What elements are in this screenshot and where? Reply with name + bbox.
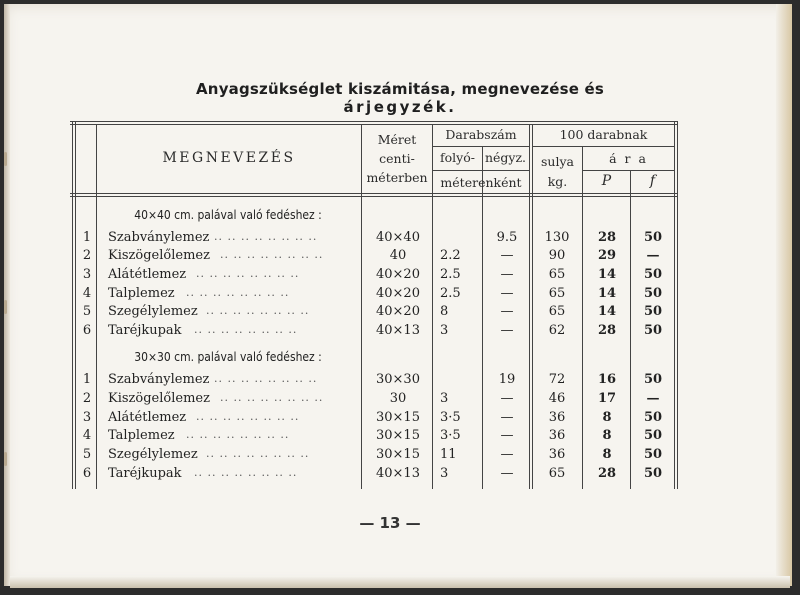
section-heading-30x30: 30⨯30 cm. palával való fedéshez :: [134, 350, 322, 364]
row-name: Taréjkupak: [108, 323, 182, 338]
row-sulya: 65: [548, 267, 566, 282]
row-price-f: 50: [643, 447, 663, 462]
row-folyo: 2.2: [440, 248, 461, 263]
section-heading-40x40: 40⨯40 cm. palával való fedéshez :: [134, 208, 322, 222]
row-price-f: 50: [643, 230, 663, 245]
table-row: [0, 466, 800, 484]
row-meret: 40⨯20: [376, 304, 420, 319]
row-number: 6: [82, 466, 92, 481]
table-row: [0, 286, 800, 304]
header-100-darabnak: 100 darabnak: [559, 127, 648, 142]
row-number: 5: [82, 304, 92, 319]
row-sulya: 65: [548, 466, 566, 481]
row-sulya: 65: [548, 286, 566, 301]
row-folyo: 2.5: [440, 286, 461, 301]
row-folyo: 3·5: [440, 428, 461, 443]
row-meret: 40⨯40: [376, 230, 420, 245]
row-number: 5: [82, 447, 92, 462]
header-meret-line3: méterben: [366, 170, 428, 185]
row-meret: 30⨯15: [376, 410, 420, 425]
row-folyo: 3·5: [440, 410, 461, 425]
row-meret: 30⨯30: [376, 372, 420, 387]
leader-dots: .. .. .. .. .. .. .. ..: [196, 410, 300, 423]
row-number: 2: [82, 391, 92, 406]
row-sulya: 72: [548, 372, 566, 387]
row-meret: 30⨯15: [376, 447, 420, 462]
row-name: Taréjkupak: [108, 466, 182, 481]
leader-dots: .. .. .. .. .. .. .. ..: [206, 447, 310, 460]
row-price-f: 50: [643, 410, 663, 425]
row-negyz: —: [500, 410, 514, 425]
row-name: Talplemez: [108, 286, 175, 301]
row-negyz: —: [500, 286, 514, 301]
table-row: [0, 372, 800, 390]
row-number: 2: [82, 248, 92, 263]
header-meterenkent: méterenként: [440, 175, 522, 190]
row-sulya: 65: [548, 304, 566, 319]
row-price-P: 14: [597, 267, 617, 282]
row-meret: 40: [389, 248, 407, 263]
row-price-f: 50: [643, 428, 663, 443]
row-folyo: 3: [440, 391, 449, 406]
table-row: [0, 391, 800, 409]
leader-dots: .. .. .. .. .. .. .. ..: [186, 286, 290, 299]
table-row: [0, 248, 800, 266]
header-ara: á r a: [609, 151, 648, 166]
leader-dots: .. .. .. .. .. .. .. ..: [214, 230, 318, 243]
header-line-darabszam: [432, 146, 529, 147]
row-negyz: —: [500, 428, 514, 443]
header-line-ara: [582, 170, 674, 171]
row-name: Alátétlemez: [108, 410, 187, 425]
row-price-f: 50: [643, 372, 663, 387]
row-folyo: 3: [440, 323, 449, 338]
leader-dots: .. .. .. .. .. .. .. ..: [220, 391, 324, 404]
page-title-continued: árjegyzék.: [343, 98, 457, 116]
row-negyz: 9.5: [496, 230, 518, 245]
header-line-100-darabnak: [532, 146, 674, 147]
row-number: 4: [82, 428, 92, 443]
row-number: 4: [82, 286, 92, 301]
row-name: Szegélylemez: [108, 447, 198, 462]
row-negyz: —: [500, 323, 514, 338]
row-folyo: 3: [440, 466, 449, 481]
leader-dots: .. .. .. .. .. .. .. ..: [214, 372, 318, 385]
header-folyo: folyó-: [440, 150, 475, 165]
row-price-P: 28: [597, 323, 617, 338]
row-price-P: 16: [597, 372, 617, 387]
page-title: Anyagszükséglet kiszámitása, megnevezése és: [196, 80, 604, 98]
page-number: — 13 —: [359, 514, 421, 532]
row-name: Szabványlemez: [108, 230, 210, 245]
table-row: [0, 230, 800, 248]
header-meret-line2: centi-: [379, 151, 415, 166]
row-price-P: 28: [597, 230, 617, 245]
row-negyz: —: [500, 248, 514, 263]
row-price-P: 29: [597, 248, 617, 263]
row-price-P: 28: [597, 466, 617, 481]
table-row: [0, 428, 800, 446]
row-sulya: 62: [548, 323, 566, 338]
row-price-P: 14: [597, 286, 617, 301]
row-negyz: 19: [498, 372, 516, 387]
header-divider-inner: [70, 196, 678, 197]
row-folyo: 11: [440, 447, 457, 462]
header-meret-line1: Méret: [377, 132, 417, 147]
row-price-f: 50: [643, 286, 663, 301]
row-meret: 40⨯20: [376, 286, 420, 301]
row-negyz: —: [500, 447, 514, 462]
row-meret: 40⨯20: [376, 267, 420, 282]
row-price-P: 8: [602, 447, 612, 462]
leader-dots: .. .. .. .. .. .. .. ..: [194, 323, 298, 336]
table-row: [0, 447, 800, 465]
row-name: Kiszögelőlemez: [108, 391, 210, 406]
row-price-P: 14: [597, 304, 617, 319]
header-line-meterenkent: [432, 170, 529, 171]
row-number: 6: [82, 323, 92, 338]
row-price-P: 8: [602, 428, 612, 443]
header-sulya: sulya: [541, 154, 574, 169]
row-meret: 40⨯13: [376, 466, 420, 481]
row-price-P: 17: [597, 391, 617, 406]
row-name: Talplemez: [108, 428, 175, 443]
row-name: Szegélylemez: [108, 304, 198, 319]
table-row: [0, 410, 800, 428]
leader-dots: .. .. .. .. .. .. .. ..: [194, 466, 298, 479]
table-row: [0, 304, 800, 322]
header-price-f: f: [649, 173, 656, 189]
row-sulya: 90: [548, 248, 566, 263]
table-row: [0, 323, 800, 341]
row-name: Kiszögelőlemez: [108, 248, 210, 263]
row-sulya: 36: [548, 410, 566, 425]
row-sulya: 46: [548, 391, 566, 406]
row-meret: 40⨯13: [376, 323, 420, 338]
row-folyo: 2.5: [440, 267, 461, 282]
leader-dots: .. .. .. .. .. .. .. ..: [206, 304, 310, 317]
table-row: [0, 267, 800, 285]
header-divider: [70, 193, 678, 194]
row-folyo: 8: [440, 304, 449, 319]
row-negyz: —: [500, 466, 514, 481]
header-price-P: P: [601, 173, 612, 189]
row-meret: 30⨯15: [376, 428, 420, 443]
header-negyz: négyz.: [484, 150, 527, 165]
row-negyz: —: [500, 267, 514, 282]
row-sulya: 130: [544, 230, 570, 245]
table-border-top: [70, 121, 678, 122]
leader-dots: .. .. .. .. .. .. .. ..: [220, 248, 324, 261]
row-price-f: —: [646, 391, 660, 406]
table-border-top-inner: [70, 124, 678, 125]
row-negyz: —: [500, 391, 514, 406]
header-megnevezes: MEGNEVEZÉS: [162, 150, 296, 166]
row-number: 1: [82, 372, 92, 387]
row-name: Alátétlemez: [108, 267, 187, 282]
row-number: 3: [82, 267, 92, 282]
row-sulya: 36: [548, 447, 566, 462]
row-meret: 30: [389, 391, 407, 406]
row-price-f: 50: [643, 466, 663, 481]
row-number: 3: [82, 410, 92, 425]
row-price-f: 50: [643, 267, 663, 282]
row-price-f: 50: [643, 323, 663, 338]
header-kg: kg.: [547, 174, 568, 189]
row-number: 1: [82, 230, 92, 245]
row-price-f: —: [646, 248, 660, 263]
leader-dots: .. .. .. .. .. .. .. ..: [186, 428, 290, 441]
row-price-P: 8: [602, 410, 612, 425]
row-name: Szabványlemez: [108, 372, 210, 387]
header-darabszam: Darabszám: [445, 127, 517, 142]
leader-dots: .. .. .. .. .. .. .. ..: [196, 267, 300, 280]
row-negyz: —: [500, 304, 514, 319]
row-price-f: 50: [643, 304, 663, 319]
row-sulya: 36: [548, 428, 566, 443]
